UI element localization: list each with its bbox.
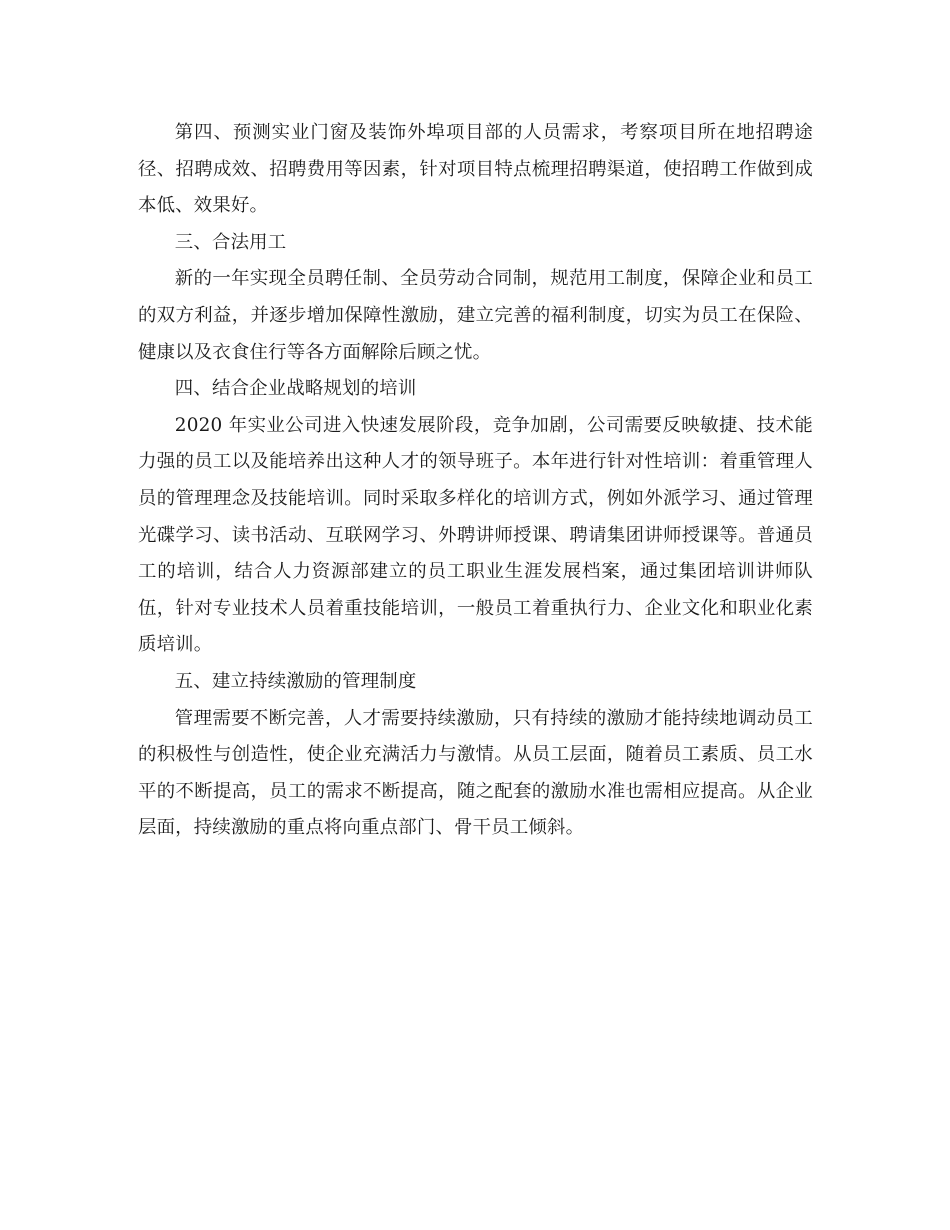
section-heading-training: 四、结合企业战略规划的培训: [174, 378, 417, 400]
section-heading-incentives: 五、建立持续激励的管理制度: [174, 670, 417, 692]
paragraph-training: 2020 年实业公司进入快速发展阶段，竞争加剧，公司需要反映敏捷、技术能力强的员工以及能培养出这种人才的领导班子。本年进行针对性培训：着重管理人员的管理理念及技能培训。同时采取多样化的培训方式，例如外派学习、通过管理光碟学习、读书活动、互联网学习、外聘讲师授课、聘请集团讲师授课等。普通员工的培训，结合人力资源部建立的员工职业生涯发展档案，通过集团培训讲师队伍，针对专业技术人员着重技能培训，一般员工着重执行力、企业文化和职业化素质培训。: [138, 414, 813, 656]
paragraph-recruitment-channels: 第四、预测实业门窗及装饰外埠项目部的人员需求，考察项目所在地招聘途径、招聘成效、招聘费用等因素，针对项目特点梳理招聘渠道，使招聘工作做到成本低、效果好。: [138, 122, 813, 217]
document-page: [138, 115, 813, 847]
paragraph-incentives: 管理需要不断完善，人才需要持续激励，只有持续的激励才能持续地调动员工的积极性与创造性，使企业充满活力与激情。从员工层面，随着员工素质、员工水平的不断提高，员工的需求不断提高，随之配套的激励水准也需相应提高。从企业层面，持续激励的重点将向重点部门、骨干员工倾斜。: [138, 707, 813, 839]
paragraph-legal-employment: 新的一年实现全员聘任制、全员劳动合同制，规范用工制度，保障企业和员工的双方利益，并逐步增加保障性激励，建立完善的福利制度，切实为员工在保险、健康以及衣食住行等各方面解除后顾之忧。: [138, 268, 813, 363]
section-heading-legal-employment: 三、合法用工: [174, 231, 287, 253]
